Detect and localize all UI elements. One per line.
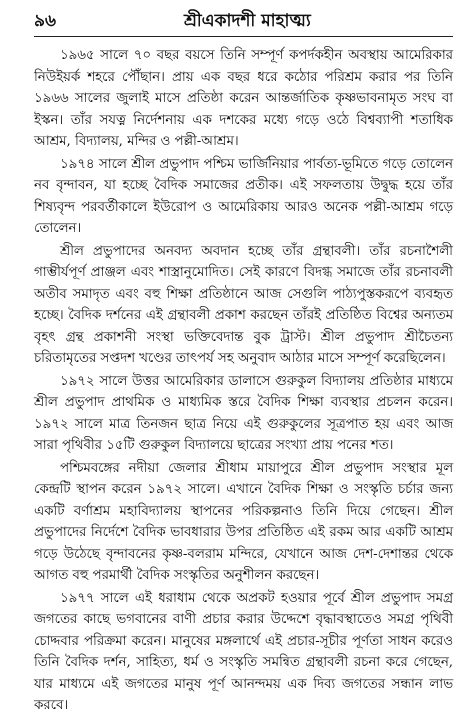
paragraph-3: শ্রীল প্রভুপাদের অনবদ্য অবদান হচ্ছে তাঁর গ্রন্থাবলী। তাঁর রচনাশৈলী গাম্ভীর্যপূর্ণ প্রাঞ্জল এবং শাস্ত্রানুমোদিত। সেই কারণে বিদগ্ধ সমাজে তাঁর রচনাবলী অতীব সমাদৃত এবং বহু শিক্ষা প্রতিষ্ঠানে আজ সেগুলি পাঠ্যপুস্তকরূপে ব্যবহৃত হচ্ছে। বৈদিক দর্শনের এই গ্রন্থাবলী প্রকাশ করছেন তাঁরই প্রতিষ্ঠিত বিশ্বের অন্যতম বৃহৎ গ্রন্থ প্রকাশনী সংস্থা ভক্তিবেদান্ত বুক ট্রাস্ট। শ্রীল প্রভুপাদ শ্রীচৈতন্য চরিতামৃতের সপ্তদশ খণ্ডের তাৎপর্য সহ অনুবাদ আঠার মাসে সম্পূর্ণ করেছিলেন। xyxy=(34,243,453,366)
page-body xyxy=(34,45,453,717)
paragraph-4: ১৯৭২ সালে উত্তর আমেরিকার ডালাসে গুরুকুল বিদ্যালয় প্রতিষ্ঠার মাধ্যমে শ্রীল প্রভুপাদ প্রাথমিক ও মাধ্যমিক স্তরে বৈদিক শিক্ষা ব্যবস্থার প্রচলন করেন। ১৯৭২ সালে মাত্র তিনজন ছাত্র নিয়ে এই গুরুকুলের সূত্রপাত হয় এবং আজ সারা পৃথিবীর ১৫টি গুরুকুল বিদ্যালয়ে ছাত্রের সংখ্যা প্রায় পনের শত। xyxy=(34,373,453,453)
running-title: শ্রীএকাদশী মাহাত্ম্য xyxy=(184,11,311,31)
paragraph-5: পশ্চিমবঙ্গের নদীয়া জেলার শ্রীধাম মায়াপুরে শ্রীল প্রভুপাদ সংস্থার মূল কেন্দ্রটি স্থাপন করেন ১৯৭২ সালে। এখানে বৈদিক শিক্ষা ও সংস্কৃতি চর্চার জন্য একটি বর্ণাশ্রম মহাবিদ্যালয় স্থাপনের পরিকল্পনাও তিনি দিয়ে গেছেন। শ্রীল প্রভুপাদের নির্দেশে বৈদিক ভাবধারার উপর প্রতিষ্ঠিত এই রকম আর একটি আশ্রম গড়ে উঠেছে বৃন্দাবনের কৃষ্ণ-বলরাম মন্দিরে, যেখানে আজ দেশ-দেশান্তর থেকে আগত বহু পরমার্থী বৈদিক সংস্কৃতির অনুশীলন করছেন। xyxy=(34,460,453,583)
paragraph-1: ১৯৬৫ সালে ৭০ বছর বয়সে তিনি সম্পূর্ণ কপর্দকহীন অবস্থায় আমেরিকার নিউইয়র্ক শহরে পৌঁছান। প্রায় এক বছর ধরে কঠোর পরিশ্রম করার পর তিনি ১৯৬৬ সালের জুলাই মাসে প্রতিষ্ঠা করেন আন্তর্জাতিক কৃষ্ণভাবনামৃত সংঘ বা ইস্কন। তাঁর সযত্ন নির্দেশনায় এক দশকের মধ্যে গড়ে ওঠে বিশ্বব্যাপী শতাধিক আশ্রম, বিদ্যালয়, মন্দির ও পল্লী-আশ্রম। xyxy=(34,48,453,149)
paragraph-2: ১৯৭৪ সালে শ্রীল প্রভুপাদ পশ্চিম ভার্জিনিয়ার পার্বত্য-ভূমিতে গড়ে তোলেন নব বৃন্দাবন, যা হচ্ছে বৈদিক সমাজের প্রতীক। এই সফলতায় উদ্বুদ্ধ হয়ে তাঁর শিষ্যবৃন্দ পরবর্তীকালে ইউরোপ ও আমেরিকায় আরও অনেক পল্লী-আশ্রম গড়ে তোলেন। xyxy=(34,156,453,236)
page-header xyxy=(34,8,453,37)
page-number: ৯৬ xyxy=(34,11,57,31)
paragraph-6: ১৯৭৭ সালে এই ধরাধাম থেকে অপ্রকট হওয়ার পূর্বে শ্রীল প্রভুপাদ সমগ্র জগতের কাছে ভগবানের বাণী প্রচার করার উদ্দেশে বৃদ্ধাবস্থাতেও সমগ্র পৃথিবী চোদ্দবার পরিক্রমা করেন। মানুষের মঙ্গলার্থে এই প্রচার-সূচীর পূর্ণতা সাধন করেও তিনি বৈদিক দর্শন, সাহিত্য, ধর্ম ও সংস্কৃতি সমন্বিত গ্রন্থাবলী রচনা করে গেছেন, যার মাধ্যমে এই জগতের মানুষ পূর্ণ আনন্দময় এক দিব্য জগতের সন্ধান লাভ করবে। xyxy=(34,590,453,713)
